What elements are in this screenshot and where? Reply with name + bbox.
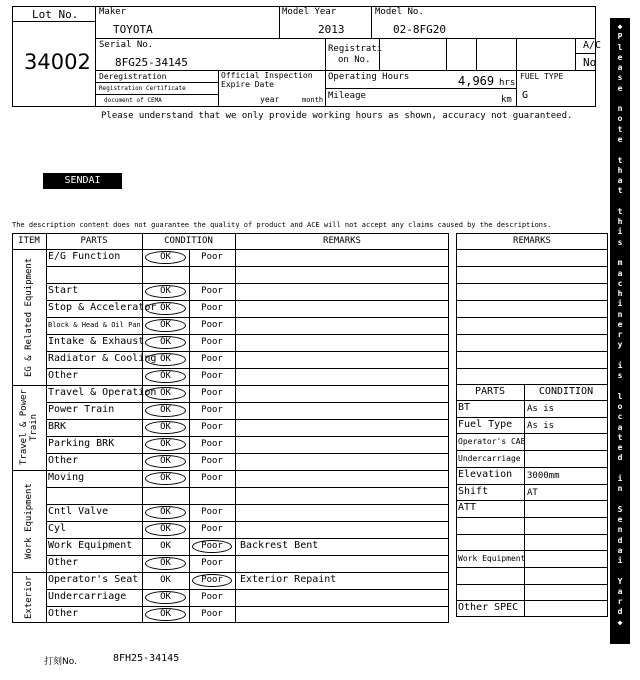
ok-selected-circle bbox=[145, 591, 186, 604]
section-label: Travel & Power Train bbox=[19, 389, 39, 466]
row-rule bbox=[46, 453, 449, 454]
column-rule bbox=[235, 233, 236, 623]
right-remarks-header-rule bbox=[456, 249, 608, 250]
section-label: Exterior bbox=[24, 575, 34, 620]
poor-selected-circle bbox=[192, 574, 232, 587]
sidebar-char: s bbox=[617, 371, 623, 381]
sidebar-char: h bbox=[617, 289, 623, 299]
poor-option: Poor bbox=[201, 592, 223, 602]
sidebar-char: i bbox=[617, 299, 623, 309]
sidebar-char: t bbox=[617, 124, 623, 134]
model-no-label: Model No. bbox=[375, 7, 424, 17]
row-rule bbox=[456, 283, 608, 284]
sidebar-char: o bbox=[617, 402, 623, 412]
model-year-value: 2013 bbox=[318, 23, 345, 36]
ok-selected-circle bbox=[145, 387, 186, 400]
ok-selected-circle bbox=[145, 370, 186, 383]
spec-part: Undercarriage bbox=[458, 454, 521, 464]
ok-selected-circle bbox=[145, 404, 186, 417]
sidebar-char: a bbox=[617, 63, 623, 73]
row-rule bbox=[46, 504, 449, 505]
stamp-no-label: 打刻No. bbox=[44, 657, 77, 667]
poor-option: Poor bbox=[201, 558, 223, 568]
poor-option: Poor bbox=[201, 286, 223, 296]
poor-option: Poor bbox=[201, 609, 223, 619]
sidebar-char: d bbox=[617, 607, 623, 617]
ok-option: OK bbox=[160, 371, 171, 381]
location-note-sidebar bbox=[610, 18, 630, 644]
row-rule bbox=[456, 417, 608, 418]
part-label: Block & Head & Oil Pan bbox=[48, 321, 141, 329]
header-parts: PARTS bbox=[80, 236, 108, 246]
working-hours-notice: Please understand that we only provide working hours as shown, accuracy not guaranteed. bbox=[101, 111, 573, 121]
row-rule bbox=[456, 467, 608, 468]
sidebar-char: c bbox=[617, 412, 623, 422]
sidebar-char: ◆ bbox=[617, 617, 623, 627]
poor-option: Poor bbox=[201, 439, 223, 449]
header-remarks: REMARKS bbox=[323, 236, 361, 246]
sidebar-char: n bbox=[617, 309, 623, 319]
sidebar-char: o bbox=[617, 114, 623, 124]
ok-option: OK bbox=[160, 405, 171, 415]
sidebar-char: a bbox=[617, 586, 623, 596]
part-label: BRK bbox=[48, 421, 67, 432]
row-rule bbox=[46, 368, 449, 369]
ok-selected-circle bbox=[145, 285, 186, 298]
row-rule bbox=[456, 484, 608, 485]
row-rule bbox=[456, 550, 608, 551]
spec-condition-header: CONDITION bbox=[538, 386, 594, 397]
ok-option: OK bbox=[160, 541, 171, 551]
model-year-label: Model Year bbox=[282, 7, 337, 17]
ok-option: OK bbox=[160, 354, 171, 364]
ok-option: OK bbox=[160, 320, 171, 330]
serial-no-label: Serial No. bbox=[99, 40, 154, 50]
row-rule bbox=[46, 521, 449, 522]
ok-selected-circle bbox=[145, 608, 186, 621]
row-rule bbox=[456, 351, 608, 352]
sidebar-char: r bbox=[617, 597, 623, 607]
poor-option: Poor bbox=[201, 541, 223, 551]
sidebar-char: i bbox=[617, 227, 623, 237]
sidebar-char: ◆ bbox=[617, 22, 623, 31]
registration-label-1: Registrati bbox=[328, 44, 383, 54]
stamp-no-value: 8FH25-34145 bbox=[113, 653, 180, 664]
ok-selected-circle bbox=[145, 319, 186, 332]
part-label: Power Train bbox=[48, 404, 115, 415]
model-no-value: 02-8FG20 bbox=[393, 23, 446, 36]
row-rule bbox=[456, 368, 608, 369]
poor-option: Poor bbox=[201, 575, 223, 585]
spec-part: BT bbox=[458, 402, 471, 413]
spec-part: Work Equipment bbox=[458, 554, 526, 564]
registration-label-2: on No. bbox=[338, 55, 371, 65]
spec-condition: As is bbox=[527, 404, 555, 414]
ok-option: OK bbox=[160, 592, 171, 602]
lot-number: 34002 bbox=[24, 50, 91, 74]
part-label: E/G Function bbox=[48, 251, 121, 262]
ok-selected-circle bbox=[145, 472, 186, 485]
ok-selected-circle bbox=[145, 353, 186, 366]
ok-option: OK bbox=[160, 252, 171, 262]
part-label: Operator's Seat bbox=[48, 574, 139, 585]
section-rule bbox=[12, 385, 449, 386]
sidebar-char: a bbox=[617, 545, 623, 555]
row-rule bbox=[456, 584, 608, 585]
maker-value: TOYOTA bbox=[113, 23, 153, 36]
row-rule bbox=[46, 402, 449, 403]
part-label: Stop & Accelerator bbox=[48, 302, 157, 313]
poor-option: Poor bbox=[201, 524, 223, 534]
sidebar-char: n bbox=[617, 484, 623, 494]
inspection-label-2: Expire Date bbox=[221, 80, 274, 89]
sidebar-char: Y bbox=[617, 576, 623, 586]
header-item: ITEM bbox=[18, 236, 40, 246]
operating-hours-label: Operating Hours bbox=[328, 72, 410, 82]
sidebar-char: c bbox=[617, 278, 623, 288]
remark-text: Backrest Bent bbox=[240, 540, 319, 551]
fuel-type-value: G bbox=[522, 90, 529, 101]
ok-selected-circle bbox=[145, 523, 186, 536]
sidebar-char: s bbox=[617, 73, 623, 83]
row-rule bbox=[46, 317, 449, 318]
sidebar-char: t bbox=[617, 155, 623, 165]
spec-header-rule bbox=[456, 400, 608, 401]
row-rule bbox=[46, 606, 449, 607]
sidebar-char: m bbox=[617, 258, 623, 268]
year-label: year bbox=[260, 95, 280, 104]
ok-selected-circle bbox=[145, 506, 186, 519]
part-label: Undercarriage bbox=[48, 591, 127, 602]
ok-option: OK bbox=[160, 524, 171, 534]
row-rule bbox=[46, 266, 449, 267]
sidebar-char: i bbox=[617, 360, 623, 370]
row-rule bbox=[456, 334, 608, 335]
column-rule bbox=[46, 233, 47, 623]
spec-part: Fuel Type bbox=[458, 418, 513, 430]
remark-text: Exterior Repaint bbox=[240, 574, 337, 585]
sidebar-char: e bbox=[617, 515, 623, 525]
right-remarks-frame bbox=[456, 233, 608, 385]
row-rule bbox=[456, 266, 608, 267]
sidebar-char: t bbox=[617, 186, 623, 196]
inspection-label-1: Official Inspection bbox=[221, 71, 313, 80]
spec-parts-header: PARTS bbox=[474, 386, 506, 397]
sidebar-char: d bbox=[617, 535, 623, 545]
row-rule bbox=[456, 433, 608, 434]
sidebar-char: n bbox=[617, 525, 623, 535]
poor-option: Poor bbox=[201, 337, 223, 347]
section-label: Work Equipment bbox=[24, 483, 34, 559]
ok-option: OK bbox=[160, 439, 171, 449]
poor-option: Poor bbox=[201, 473, 223, 483]
poor-option: Poor bbox=[201, 388, 223, 398]
row-rule bbox=[46, 300, 449, 301]
ok-selected-circle bbox=[145, 421, 186, 434]
lot-no-label: Lot No. bbox=[32, 8, 79, 21]
sidebar-char: d bbox=[617, 453, 623, 463]
part-label: Moving bbox=[48, 472, 85, 483]
ac-value: No bbox=[583, 56, 597, 69]
ok-option: OK bbox=[160, 609, 171, 619]
sidebar-char: a bbox=[617, 268, 623, 278]
row-rule bbox=[46, 334, 449, 335]
part-label: Start bbox=[48, 285, 79, 296]
sidebar-char: P bbox=[617, 32, 623, 42]
poor-option: Poor bbox=[201, 371, 223, 381]
sidebar-char: a bbox=[617, 176, 623, 186]
sidebar-char: i bbox=[617, 473, 623, 483]
ok-selected-circle bbox=[145, 251, 186, 264]
document-cema-label: document of CEMA bbox=[104, 97, 162, 104]
sidebar-char: l bbox=[617, 42, 623, 52]
part-label: Other bbox=[48, 370, 79, 381]
sidebar-char: h bbox=[617, 217, 623, 227]
location-badge: SENDAI bbox=[43, 173, 122, 189]
part-label: Intake & Exhaust bbox=[48, 336, 145, 347]
table-header-rule bbox=[12, 249, 449, 250]
row-rule bbox=[456, 500, 608, 501]
sidebar-char: e bbox=[617, 52, 623, 62]
operating-hours-value: 4,969 bbox=[458, 74, 495, 88]
sidebar-char: e bbox=[617, 134, 623, 144]
row-rule bbox=[46, 283, 449, 284]
spec-condition: AT bbox=[527, 487, 538, 498]
row-rule bbox=[456, 450, 608, 451]
sidebar-char: n bbox=[617, 104, 623, 114]
row-rule bbox=[46, 487, 449, 488]
poor-option: Poor bbox=[201, 252, 223, 262]
spec-part: Shift bbox=[458, 485, 489, 497]
ok-selected-circle bbox=[145, 557, 186, 570]
ok-option: OK bbox=[160, 456, 171, 466]
sidebar-char: e bbox=[617, 443, 623, 453]
sidebar-char: e bbox=[617, 319, 623, 329]
spec-condition: 3000mm bbox=[527, 470, 560, 481]
sidebar-char: y bbox=[617, 340, 623, 350]
spec-condition: As is bbox=[527, 420, 555, 431]
ok-selected-circle bbox=[145, 302, 186, 315]
part-label: Radiator & Cooling bbox=[48, 353, 157, 364]
row-rule bbox=[46, 419, 449, 420]
sidebar-char: l bbox=[617, 391, 623, 401]
sidebar-char: S bbox=[617, 504, 623, 514]
sidebar-char: t bbox=[617, 206, 623, 216]
km-unit: km bbox=[501, 95, 512, 105]
ok-selected-circle bbox=[145, 336, 186, 349]
spec-part: Operator's CAB bbox=[458, 437, 526, 447]
ok-option: OK bbox=[160, 473, 171, 483]
sidebar-char: r bbox=[617, 330, 623, 340]
ok-option: OK bbox=[160, 303, 171, 313]
maker-label: Maker bbox=[99, 7, 127, 17]
ok-option: OK bbox=[160, 507, 171, 517]
poor-option: Poor bbox=[201, 405, 223, 415]
row-rule bbox=[46, 351, 449, 352]
ok-selected-circle bbox=[145, 455, 186, 468]
row-rule bbox=[456, 600, 608, 601]
right-remarks-header: REMARKS bbox=[513, 236, 551, 246]
poor-option: Poor bbox=[201, 422, 223, 432]
section-rule bbox=[12, 470, 449, 471]
sidebar-char: i bbox=[617, 556, 623, 566]
registration-certificate-label: Registration Certificate bbox=[99, 85, 186, 92]
sidebar-char: e bbox=[617, 83, 623, 93]
ok-option: OK bbox=[160, 422, 171, 432]
sidebar-char: a bbox=[617, 422, 623, 432]
row-rule bbox=[456, 300, 608, 301]
ok-selected-circle bbox=[145, 438, 186, 451]
poor-option: Poor bbox=[201, 507, 223, 517]
deregistration-label: Deregistration bbox=[99, 72, 167, 81]
serial-no-value: 8FG25-34145 bbox=[115, 56, 188, 69]
part-label: Work Equipment bbox=[48, 540, 133, 551]
spec-part: Elevation bbox=[458, 468, 513, 480]
ok-option: OK bbox=[160, 575, 171, 585]
ok-option: OK bbox=[160, 286, 171, 296]
sidebar-char: h bbox=[617, 165, 623, 175]
ok-option: OK bbox=[160, 388, 171, 398]
ok-option: OK bbox=[160, 337, 171, 347]
header-condition: CONDITION bbox=[164, 236, 213, 246]
section-label: EG & Related Equipment bbox=[24, 257, 34, 377]
poor-option: Poor bbox=[201, 320, 223, 330]
ac-label: A/C bbox=[583, 40, 602, 51]
month-label: month bbox=[302, 96, 324, 104]
ok-option: OK bbox=[160, 558, 171, 568]
part-label: Travel & Operation bbox=[48, 387, 157, 398]
poor-option: Poor bbox=[201, 303, 223, 313]
row-rule bbox=[46, 589, 449, 590]
row-rule bbox=[46, 436, 449, 437]
spec-part: ATT bbox=[458, 502, 477, 514]
section-rule bbox=[12, 572, 449, 573]
poor-option: Poor bbox=[201, 354, 223, 364]
disclaimer: The description content does not guarantee the quality of product and ACE will not accept any claims caused by the descriptions. bbox=[12, 221, 552, 229]
hrs-unit: hrs bbox=[499, 78, 516, 88]
sidebar-char: t bbox=[617, 432, 623, 442]
poor-option: Poor bbox=[201, 456, 223, 466]
part-label: Other bbox=[48, 557, 79, 568]
row-rule bbox=[46, 555, 449, 556]
row-rule bbox=[456, 534, 608, 535]
part-label: Cntl Valve bbox=[48, 506, 109, 517]
part-label: Other bbox=[48, 455, 79, 466]
fuel-type-label: FUEL TYPE bbox=[520, 72, 564, 81]
row-rule bbox=[456, 517, 608, 518]
spec-part: Other SPEC bbox=[458, 602, 519, 614]
part-label: Parking BRK bbox=[48, 438, 115, 449]
mileage-label: Mileage bbox=[328, 91, 366, 101]
sidebar-char: s bbox=[617, 237, 623, 247]
poor-selected-circle bbox=[192, 540, 232, 553]
row-rule bbox=[46, 538, 449, 539]
part-label: Cyl bbox=[48, 523, 67, 534]
part-label: Other bbox=[48, 608, 79, 619]
row-rule bbox=[456, 317, 608, 318]
row-rule bbox=[456, 567, 608, 568]
